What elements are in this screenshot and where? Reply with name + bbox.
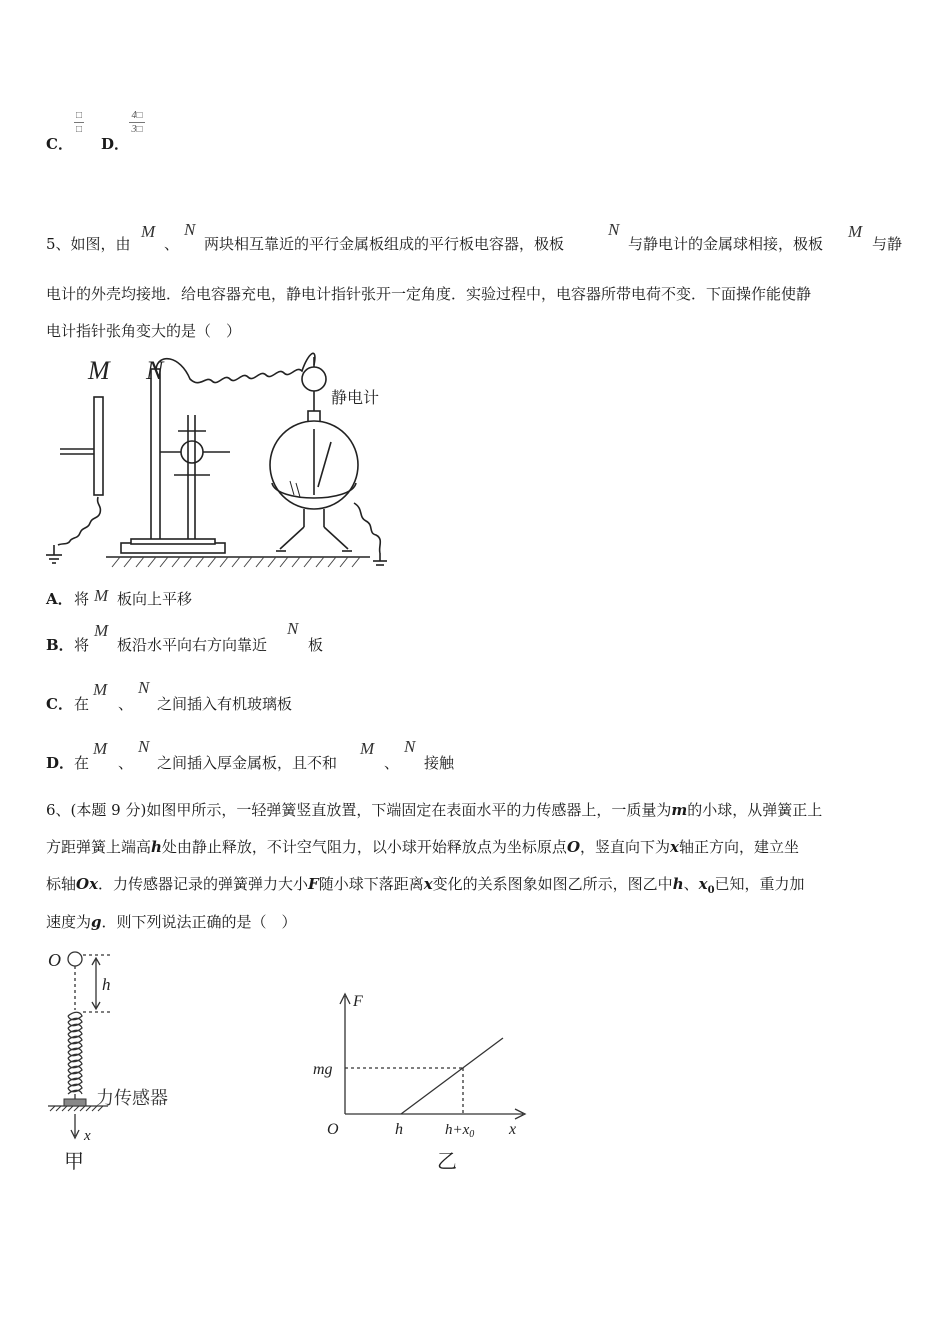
yi-tick-h-plus-x0-sub: 0 bbox=[469, 1129, 475, 1140]
q5-option-a-var-M: M bbox=[94, 586, 109, 605]
q5-var-N: N bbox=[184, 220, 196, 239]
q5-line1-part-a: 两块相互靠近的平行金属板组成的平行板电容器，极板 bbox=[204, 235, 565, 253]
q5-var-N: N bbox=[608, 220, 620, 239]
plate-M bbox=[94, 397, 103, 495]
q4-option-d-fraction bbox=[129, 110, 145, 135]
q6-var-F: F bbox=[308, 875, 319, 893]
q6-var-x: x bbox=[670, 838, 679, 856]
q5-option-d-label: D． bbox=[46, 754, 75, 772]
yi-origin: O bbox=[327, 1121, 339, 1138]
q6-line4 bbox=[46, 912, 297, 932]
yi-tick-h-plus-x0-main: h+x bbox=[445, 1122, 470, 1138]
figure-label-M: M bbox=[88, 356, 110, 385]
q5-line1-part-b: 与静电计的金属球相接，极板 bbox=[628, 235, 824, 253]
q6-line3 bbox=[46, 874, 805, 901]
q5-option-c-text: 之间插入有机玻璃板 bbox=[157, 695, 293, 713]
q6-var-Ox: Ox bbox=[76, 875, 99, 893]
q5-option-d-var-N: N bbox=[138, 737, 150, 756]
q5-figure-capacitor-electrometer bbox=[40, 345, 400, 577]
q5-option-c-label: C． bbox=[46, 695, 73, 713]
q5-separator: 、 bbox=[164, 235, 180, 253]
q5-line3: 电计指针张角变大的是（ ） bbox=[46, 322, 242, 340]
q5-option-d-var-N-2: N bbox=[404, 737, 416, 756]
q6-line3-part-a: 标轴 bbox=[46, 875, 77, 893]
q5-option-b-var-M: M bbox=[94, 621, 109, 640]
plate-N bbox=[151, 369, 160, 543]
q6-line3-part-d: 变化的关系图象如图乙所示，图乙中 bbox=[432, 875, 673, 893]
q5-option-c-pre: 在 bbox=[74, 695, 90, 713]
q6-var-h: h bbox=[151, 838, 162, 856]
yi-caption: 乙 bbox=[437, 1149, 457, 1173]
q6-line3-part-b: ．力传感器记录的弹簧弹力大小 bbox=[98, 875, 309, 893]
jia-label-O: O bbox=[48, 950, 61, 970]
q4-option-c-label: C． bbox=[46, 135, 73, 153]
q6-var-x0-subscript: 0 bbox=[707, 885, 715, 896]
q5-option-d-post: 接触 bbox=[424, 754, 455, 772]
figure-label-electrometer: 静电计 bbox=[331, 388, 380, 407]
q6-var-h: h bbox=[672, 875, 684, 893]
yi-tick-h: h bbox=[395, 1121, 403, 1138]
q6-line1-part-a: 6、(本题 9 分)如图甲所示，一轻弹簧竖直放置，下端固定在表面水平的力传感器上，一质量为 bbox=[46, 801, 672, 819]
jia-label-sensor: 力传感器 bbox=[96, 1088, 168, 1109]
q5-option-d-sep-2: 、 bbox=[384, 754, 400, 772]
q6-var-x0: x bbox=[698, 875, 708, 893]
q5-option-c-var-N: N bbox=[138, 678, 150, 697]
q5-line1-part-c: 与静 bbox=[872, 235, 903, 253]
q6-line1 bbox=[46, 800, 822, 820]
q6-line2-part-c: ，竖直向下为 bbox=[580, 838, 671, 856]
q5-option-a-pre: 将 bbox=[74, 590, 90, 608]
q5-number: 5、如图，由 bbox=[46, 235, 131, 253]
q6-line2-part-a: 方距弹簧上端高 bbox=[46, 838, 152, 856]
q4-option-c-denominator: □ bbox=[75, 124, 83, 135]
q5-option-a-label: A． bbox=[46, 590, 73, 608]
q6-var-O: O bbox=[566, 838, 581, 856]
q5-option-b-post: 板 bbox=[308, 636, 324, 654]
q4-option-d-numerator: 4□ bbox=[131, 110, 143, 121]
q6-line1-part-b: 的小球，从弹簧正上 bbox=[687, 801, 823, 819]
force-line bbox=[401, 1038, 503, 1114]
q5-option-d-var-M: M bbox=[93, 739, 108, 758]
q5-option-b-pre: 将 bbox=[74, 636, 90, 654]
jia-label-x: x bbox=[84, 1128, 91, 1144]
q5-var-M: M bbox=[141, 222, 156, 241]
q6-figure-yi-force-graph bbox=[305, 986, 535, 1176]
yi-axis-F: F bbox=[353, 993, 363, 1010]
q5-option-d-sep: 、 bbox=[118, 754, 134, 772]
q6-figure-jia-spring-sensor bbox=[44, 944, 214, 1176]
q6-var-g: g bbox=[91, 913, 102, 931]
q5-line2: 电计的外壳均接地．给电容器充电，静电计指针张开一定角度．实验过程中，电容器所带电荷不变．下面操作能使静 bbox=[46, 285, 812, 303]
q5-option-b-label: B． bbox=[46, 636, 74, 654]
q6-line2-part-b: 处由静止释放，不计空气阻力，以小球开始释放点为坐标原点 bbox=[161, 838, 567, 856]
jia-label-h: h bbox=[102, 975, 111, 994]
q4-option-c-fraction bbox=[74, 110, 84, 135]
yi-axis-x: x bbox=[509, 1121, 517, 1138]
q5-var-M: M bbox=[848, 222, 863, 241]
q6-var-m: m bbox=[671, 801, 688, 819]
q5-option-c-var-M: M bbox=[93, 680, 108, 699]
q6-line3-part-c: 随小球下落距离 bbox=[318, 875, 424, 893]
q5-option-d-pre: 在 bbox=[74, 754, 90, 772]
q4-option-d-denominator: 3□ bbox=[131, 124, 143, 135]
q5-option-b-var-N: N bbox=[287, 619, 299, 638]
q5-option-d-var-M-2: M bbox=[360, 739, 375, 758]
q6-line3-part-f: 已知，重力加 bbox=[714, 875, 805, 893]
q6-line2 bbox=[46, 837, 799, 857]
q5-option-b-text: 板沿水平向右方向靠近 bbox=[117, 636, 268, 654]
figure-label-N: N bbox=[146, 356, 164, 385]
yi-tick-mg: mg bbox=[313, 1061, 333, 1078]
q6-var-x: x bbox=[423, 875, 433, 893]
q6-line2-part-d: 轴正方向，建立坐 bbox=[678, 838, 799, 856]
yi-tick-h-plus-x0 bbox=[445, 1122, 474, 1140]
q5-option-a-text: 板向上平移 bbox=[117, 590, 193, 608]
q4-option-d-label: D． bbox=[101, 135, 130, 153]
q5-option-d-text: 之间插入厚金属板，且不和 bbox=[157, 754, 338, 772]
q6-line4-part-b: ．则下列说法正确的是（ ） bbox=[101, 913, 297, 931]
jia-caption: 甲 bbox=[64, 1149, 84, 1173]
q6-line4-part-a: 速度为 bbox=[46, 913, 92, 931]
q6-line3-part-e: 、 bbox=[683, 875, 699, 893]
q5-option-c-sep: 、 bbox=[118, 695, 134, 713]
q4-option-c-numerator: □ bbox=[75, 110, 83, 121]
